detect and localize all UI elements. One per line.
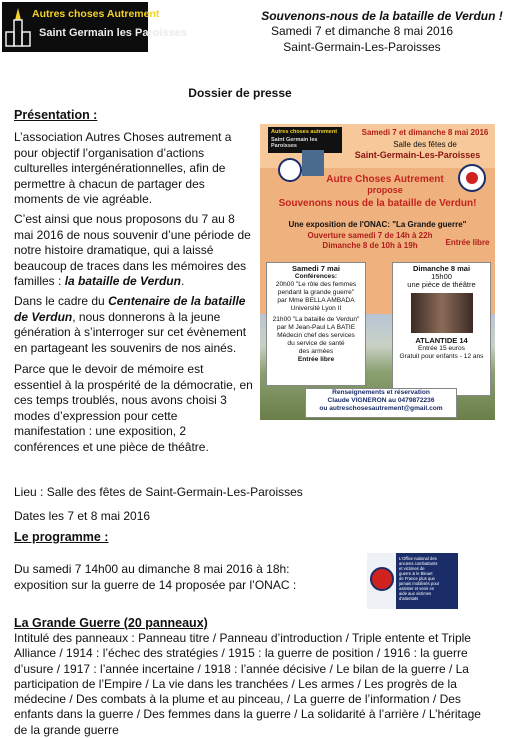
sunday-box	[392, 262, 491, 396]
text-line: ces temps troublés, nous avons choisi 3	[14, 393, 227, 407]
onac-text-line: anciens combattants	[399, 561, 438, 566]
text-fragment: .	[180, 274, 185, 288]
conference-line: par Mme BELLA AMBADA	[277, 297, 355, 304]
price-line: Gratuit pour enfants - 12 ans	[399, 353, 484, 360]
onac-text-line: d'attentats	[399, 596, 419, 601]
conference-line: des armées	[298, 348, 334, 355]
text-line: pour objectif l’organisation d’actions	[14, 145, 205, 160]
presentation-paragraph-2	[14, 212, 264, 290]
onac-text-line: guerre & le Bleuet	[399, 571, 433, 576]
text-line: exposition sur la guerre de 14 proposée par l’ONAC :	[14, 577, 297, 592]
actors-photo	[411, 293, 473, 333]
text-line: Alliance / 1914 : l’échec des stratégies / 1915 : la guerre de position / 1916 : la guerre	[14, 646, 468, 661]
saturday-box	[266, 262, 366, 386]
panels-list	[14, 631, 524, 738]
text-line: conférences et une pièce de théâtre.	[14, 439, 209, 454]
bleuet-badge-icon	[458, 164, 486, 192]
header-dates: Samedi 7 et dimanche 8 mai 2016	[270, 24, 454, 38]
text-line: moments de vie agréable.	[14, 192, 153, 206]
text-line: génération à s’interroger sur cet évènement	[14, 325, 247, 339]
presentation-paragraph-3	[14, 294, 264, 356]
text-line: culturelles intergénérationnelles, afin de	[14, 161, 226, 175]
logo-line-1: Autres choses Autrement	[32, 8, 160, 20]
grande-guerre-heading: La Grande Guerre (20 panneaux)	[14, 616, 208, 630]
text-line: beaucoup de traces dans les mémoires des	[14, 258, 247, 273]
sunday-time: 15h00	[431, 272, 452, 281]
info-box	[305, 388, 457, 418]
sunday-heading: Dimanche 8 mai	[412, 264, 471, 273]
poster-propose: propose	[367, 185, 403, 195]
text-line: essentiel à la prospérité de la démocratie, en	[14, 377, 253, 392]
header-place: Saint-Germain-Les-Paroisses	[283, 40, 441, 54]
emphasis-verdun-2: de Verdun	[14, 309, 73, 324]
poster-dates: Samedi 7 et dimanche 8 mai 2016	[361, 128, 489, 137]
association-logo	[2, 2, 187, 52]
poster-place: Saint-Germain-Les-Paroisses	[354, 150, 481, 160]
text-line: participation de l’Empire / La vie dans les tranchées / Les armes / Les progrès de la	[14, 676, 457, 691]
poster-salle: Salle des fêtes de	[393, 140, 457, 149]
text-line: Du samedi 7 14h00 au dimanche 8 mai 2016 à 18h:	[14, 562, 290, 576]
logo-line-2: Saint Germain les Paroisses	[39, 27, 187, 39]
onac-text-line: aide aux victimes	[399, 591, 432, 596]
price-line: Entrée 15 euros	[418, 345, 465, 352]
programme-heading: Le programme :	[14, 530, 109, 544]
onac-logo	[367, 553, 458, 609]
poster-sunday: Dimanche 8 de 10h à 19h	[322, 241, 418, 250]
text-line: mai 2016 de nous souvenir d’une période de	[14, 227, 251, 242]
poster-title: Souvenons nous de la bataille de Verdun!	[278, 198, 477, 209]
conference-line: du service de santé	[287, 340, 345, 347]
programme-text	[14, 562, 296, 593]
poster-logo-line-1: Autres choses autrement	[271, 129, 338, 135]
text-line: Intitulé des panneaux : Panneau titre / Panneau d’introduction / Triple entente et Triple	[14, 631, 471, 645]
onac-text	[399, 556, 457, 601]
conference-line: par M Jean-Paul LA BATIE	[276, 324, 356, 331]
sunday-play: une pièce de théâtre	[407, 280, 476, 289]
document-title: Dossier de presse	[188, 86, 292, 100]
onac-emblem-panel	[367, 553, 396, 609]
text-line: manifestation : une exposition, 2	[14, 424, 187, 438]
soldier-photo	[302, 150, 324, 176]
event-poster	[260, 124, 495, 420]
text-line: enfants dans la guerre / Des femmes dans la guerre / La solidarité à l’arrière / L’héritage	[14, 707, 481, 722]
text-fragment: , nous donnerons à la jeune	[72, 309, 221, 324]
text-fragment: familles :	[14, 274, 65, 288]
onac-text-line: de France plus que	[399, 576, 435, 581]
info-line: Renseignements et réservation	[332, 389, 430, 396]
text-line: notre histoire dramatique, qui a laissé	[14, 243, 214, 257]
emphasis-centenaire: Centenaire de la bataille	[108, 294, 246, 308]
text-line: permettre à chacun de partager des	[14, 176, 205, 191]
text-line	[14, 274, 264, 290]
presentation-paragraph-4	[14, 362, 269, 455]
conference-line: 20h00 "Le rôle des femmes	[275, 281, 357, 288]
text-line	[14, 310, 264, 326]
onac-text-line: L'Office national des	[399, 556, 437, 561]
church-icon	[5, 8, 31, 48]
conference-line: Entrée libre	[297, 356, 335, 363]
emphasis-verdun: la bataille de Verdun	[64, 274, 181, 288]
text-line: C’est ainsi que nous proposons du 7 au 8	[14, 212, 235, 226]
text-line: en partageant les souvenirs de nos ainés.	[14, 340, 237, 355]
onac-badge-icon	[278, 158, 302, 182]
saturday-heading: Samedi 7 mai	[292, 264, 340, 273]
venue-line: Lieu : Salle des fêtes de Saint-Germain-Les-Paroisses	[14, 485, 303, 499]
text-fragment: Dans le cadre du	[14, 294, 109, 308]
conference-line: Université Lyon II	[290, 305, 342, 312]
text-line: L’association Autres Choses autrement a	[14, 130, 232, 144]
info-line: Claude VIGNERON au 0479872236	[327, 397, 435, 404]
poster-expo: Une exposition de l'ONAC: "La Grande guerre"	[288, 220, 467, 229]
conference-line: Médecin chef des services	[277, 332, 355, 339]
theatre-company: ATLANTIDE 14	[415, 336, 468, 345]
header-title: Souvenons-nous de la bataille de Verdun !	[261, 9, 503, 23]
conference-line: 21h00 "La bataille de Verdun"	[272, 316, 360, 323]
poster-logo-line-2: Saint Germain les Paroisses	[271, 137, 318, 149]
text-line: médecine / Des combats à la plume et au pinceau, / La guerre de l’information / Des	[14, 692, 461, 707]
text-line: de la grande guerre	[14, 722, 119, 737]
onac-text-line: jamais mobilisés pour	[399, 581, 440, 586]
text-line: Parce que le devoir de mémoire est	[14, 362, 204, 376]
conferences-label: Conférences:	[294, 273, 338, 280]
text-line: d’usure / 1917 : l’année incertaine / 1918 : l’année décisive / Le bilan de la guerre / La	[14, 661, 469, 676]
poster-organiser: Autre Choses Autrement	[326, 174, 444, 185]
conference-line: pendant la grande guerre"	[277, 289, 355, 296]
poster-opening: Ouverture samedi 7 de 14h à 22h	[307, 231, 433, 240]
text-line: modes d’expression pour cette	[14, 408, 178, 423]
onac-text-line: assister et venir en	[399, 586, 435, 591]
poster-free-entry: Entrée libre	[445, 238, 490, 247]
text-line	[14, 294, 264, 310]
info-line: ou autreschosesautrement@gmail.com	[319, 405, 443, 412]
presentation-paragraph-1	[14, 130, 264, 208]
presentation-heading: Présentation :	[14, 108, 98, 122]
onac-text-line: et victimes de	[399, 566, 425, 571]
dates-line: Dates les 7 et 8 mai 2016	[14, 509, 151, 523]
